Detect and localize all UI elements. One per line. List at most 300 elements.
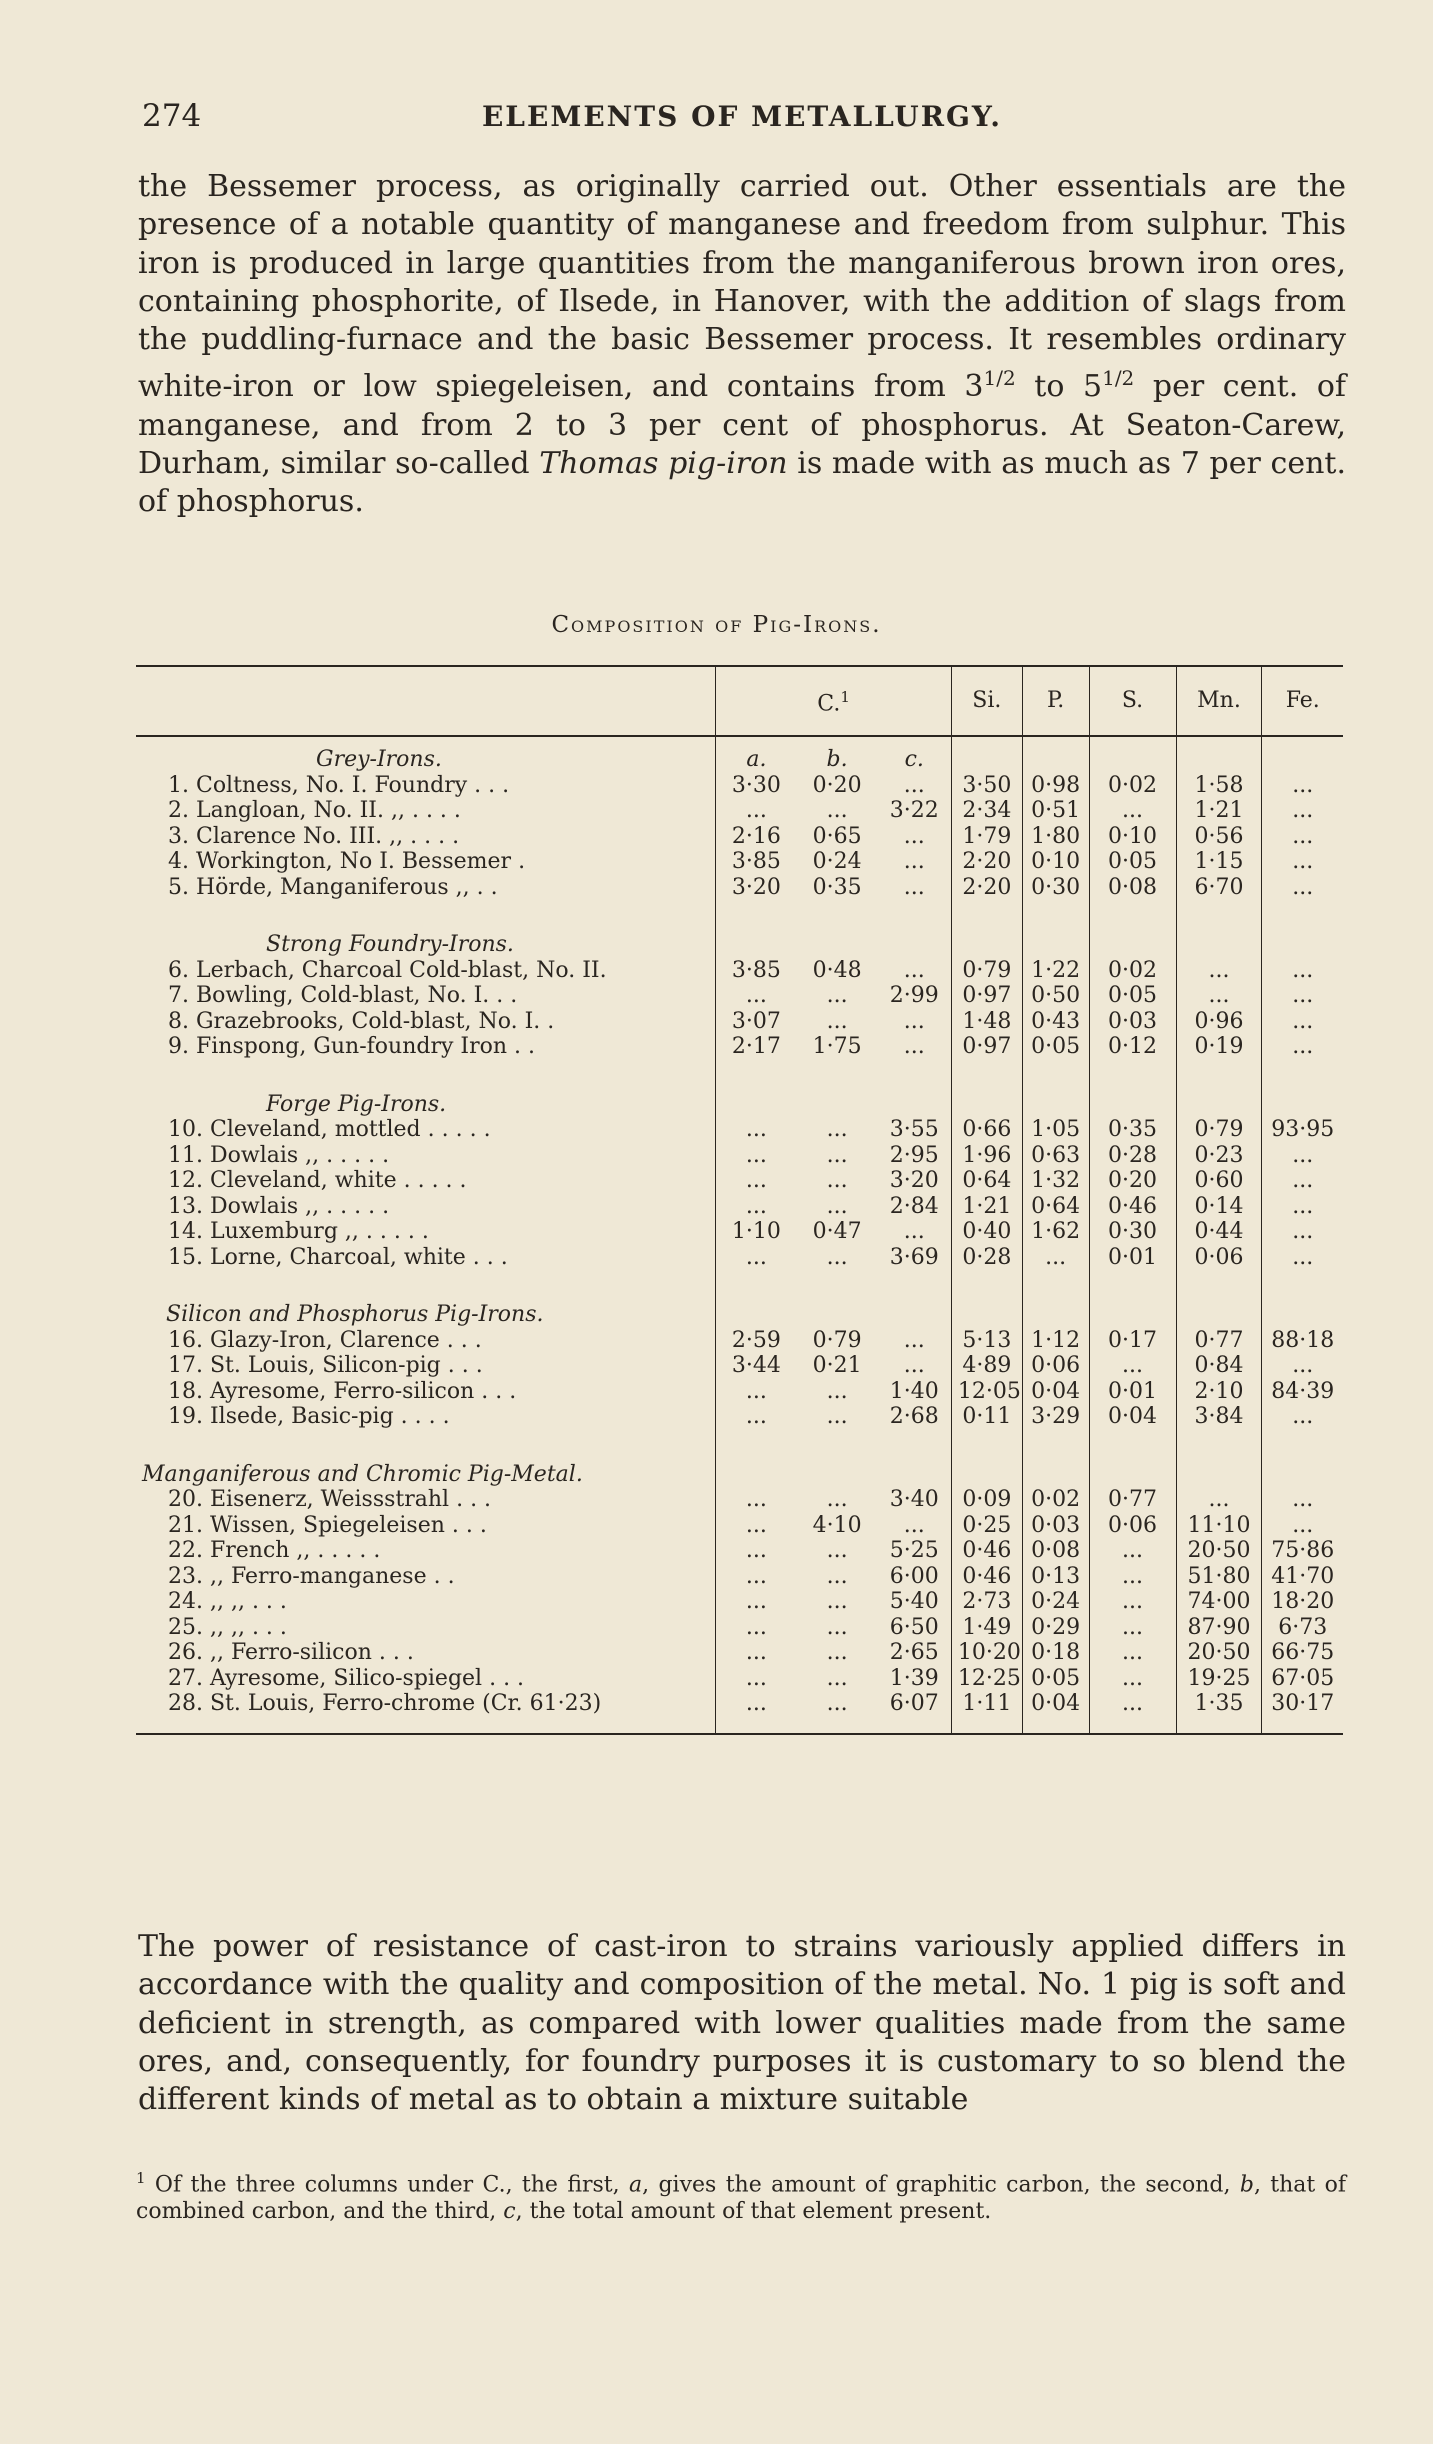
cell-p: 0·08 [1022,1538,1089,1564]
cell-mn: 0·79 [1176,1117,1262,1143]
cell-p: 0·04 [1022,1379,1089,1405]
cell-a: 2·17 [731,1034,781,1059]
table-row [136,1379,1343,1405]
gap-cell [1089,1430,1176,1452]
cell-fe: 75·86 [1271,1538,1335,1563]
spacer-cell [1176,1452,1262,1488]
cell-si: 0·25 [951,1513,1022,1539]
gap-cell [1176,1430,1262,1452]
spacer-cell [1089,736,1176,773]
cell-fe: ... [1292,874,1314,900]
row-label: 26. ,, Ferro-silicon . . . [136,1640,716,1666]
cell-a: 3·44 [731,1353,781,1378]
table-row [136,1538,1343,1564]
cell-b: ... [826,1487,848,1512]
gap-cell [1022,1430,1089,1452]
cell-p: 1·05 [1022,1117,1089,1143]
paragraph-text: to 5 [1015,369,1103,405]
cell-b: 0·47 [812,1219,862,1244]
table-row [136,849,1343,875]
cell-p: 1·80 [1022,824,1089,850]
cell-mn: 0·44 [1176,1219,1262,1245]
spacer-cell [1262,1452,1343,1488]
header-carbon: C.$^1$ [716,666,952,736]
gap-cell [136,1430,716,1452]
spacer-cell [951,922,1022,958]
paragraph-resistance: The power of resistance of cast-iron to strains variously applied differs in accordance with the quality and composition of the metal. No. 1 pig is soft and deficient in strength, as compared with lower qualities made from the same ores, and, consequently, for foundry purposes it is customary to so blend the different kinds of metal as to obtain a mixture suitable [138,1929,1346,2118]
table-row [136,1513,1343,1539]
spacer-cell [1262,1292,1343,1328]
footnote-marker: 1 [136,2169,146,2187]
cell-c: ... [878,824,952,850]
composition-table [136,665,1343,1735]
cell-si: 2·20 [951,849,1022,875]
spacer-cell [1022,1292,1089,1328]
cell-p: 0·43 [1022,1009,1089,1035]
cell-si: 12·25 [951,1666,1022,1692]
cell-si: 12·05 [951,1379,1022,1405]
row-label: 4. Workington, No I. Bessemer . [136,849,716,875]
header-si: Si. [951,666,1022,736]
cell-p: 1·62 [1022,1219,1089,1245]
table-row [136,875,1343,901]
spacer-cell [1176,736,1262,773]
gap-cell [1262,900,1343,922]
cell-s: 0·05 [1089,983,1176,1009]
spacer-cell [1022,1452,1089,1488]
cell-p: 0·51 [1022,798,1089,824]
cell-a: ... [745,1117,767,1142]
gap-cell [951,1270,1022,1292]
cell-fe: ... [1292,1219,1314,1244]
cell-si: 1·21 [951,1194,1022,1220]
cell-p: 3·29 [1022,1404,1089,1430]
section-title-row [136,1452,1343,1488]
cell-p: 0·04 [1022,1691,1089,1734]
cell-a: ... [745,1589,767,1614]
gap-cell [951,1430,1022,1452]
cell-mn: 0·56 [1176,824,1262,850]
cell-si: 0·09 [951,1487,1022,1513]
gap-cell [797,1270,878,1292]
cell-a: ... [745,1404,767,1429]
cell-mn: 0·60 [1176,1168,1262,1194]
cell-p: 0·30 [1022,875,1089,901]
cell-si: 0·40 [951,1219,1022,1245]
section-title: Strong Foundry-Irons. [136,922,716,958]
cell-c: ... [878,958,952,984]
row-label: 12. Cleveland, white . . . . . [136,1168,716,1194]
cell-mn: 1·58 [1176,773,1262,799]
cell-b: ... [826,1614,848,1640]
cell-fe: ... [1292,1353,1314,1378]
cell-b: 1·75 [812,1034,862,1059]
header-s: S. [1089,666,1176,736]
gap-cell [1176,900,1262,922]
subheader-b: b. [826,747,848,772]
table-row [136,983,1343,1009]
cell-b: ... [826,1665,848,1691]
cell-c: ... [878,1009,952,1035]
cell-mn: 1·15 [1176,849,1262,875]
cell-fe: 18·20 [1271,1589,1335,1614]
table-row [136,1353,1343,1379]
gap-cell [1176,1060,1262,1082]
cell-c: 5·25 [878,1538,952,1564]
cell-s: 0·20 [1089,1168,1176,1194]
cell-b: ... [826,1404,848,1429]
cell-b: ... [826,1117,848,1142]
cell-c: ... [878,1353,952,1379]
gap-cell [797,1430,878,1452]
spacer-cell [1022,922,1089,958]
cell-a: ... [745,1640,767,1665]
cell-a: 3·85 [731,849,781,874]
row-label: 18. Ayresome, Ferro-silicon . . . [136,1379,716,1405]
spacer-cell [716,922,797,958]
cell-b: ... [826,1378,848,1404]
cell-a: ... [745,1378,767,1404]
fraction-half: 1/2 [983,366,1016,391]
table-row [136,773,1343,799]
spacer-cell [797,1452,878,1488]
cell-si: 1·79 [951,824,1022,850]
spacer-cell [1089,1292,1176,1328]
row-label: 15. Lorne, Charcoal, white . . . [136,1245,716,1271]
cell-b: 0·20 [812,772,862,798]
table-row [136,958,1343,984]
section-gap [136,1430,1343,1452]
cell-si: 0·66 [951,1117,1022,1143]
cell-si: 3·50 [951,773,1022,799]
cell-b: ... [826,1193,848,1219]
cell-fe: ... [1292,1142,1314,1168]
cell-a: 3·07 [731,1008,781,1034]
cell-fe: ... [1292,1193,1314,1219]
row-label: 27. Ayresome, Silico-spiegel . . . [136,1666,716,1692]
cell-p: 1·32 [1022,1168,1089,1194]
running-title: ELEMENTS OF METALLURGY. [481,100,1003,133]
cell-si: 0·46 [951,1538,1022,1564]
table-row [136,1666,1343,1692]
cell-si: 5·13 [951,1328,1022,1354]
header-p: P. [1022,666,1089,736]
cell-fe: 88·18 [1271,1327,1335,1353]
cell-si: 0·97 [951,983,1022,1009]
cell-c: ... [878,875,952,901]
row-label: 14. Luxemburg ,, . . . . . [136,1219,716,1245]
cell-si: 4·89 [951,1353,1022,1379]
cell-mn: 0·23 [1176,1143,1262,1169]
table-row [136,1640,1343,1666]
section-title-row [136,1292,1343,1328]
cell-p: 0·05 [1022,1666,1089,1692]
row-label: 20. Eisenerz, Weissstrahl . . . [136,1487,716,1513]
cell-b: ... [826,798,848,823]
gap-cell [1262,1270,1343,1292]
gap-cell [797,900,878,922]
cell-fe: 6·73 [1278,1614,1328,1640]
gap-cell [716,1430,797,1452]
cell-s: ... [1089,1538,1176,1564]
cell-c: ... [878,1513,952,1539]
cell-fe: 66·75 [1271,1640,1335,1665]
cell-c: 6·00 [878,1564,952,1590]
cell-fe: ... [1292,1404,1314,1429]
footnote: $^1$ Of the three columns under C., the first, a, gives the amount of graphitic carbon, the second, b, that of combined carbon, and the third, c, the total amount of that element present. [136,2169,1347,2225]
table-header-row [136,666,1343,736]
cell-a: ... [745,1563,767,1589]
cell-b: 0·24 [812,849,862,874]
row-label: 19. Ilsede, Basic-pig . . . . [136,1404,716,1430]
cell-s: 0·46 [1089,1194,1176,1220]
spacer-cell [951,1452,1022,1488]
cell-si: 1·11 [951,1691,1022,1734]
cell-mn: 51·80 [1176,1564,1262,1590]
row-label: 5. Hörde, Manganiferous ,, . . [136,875,716,901]
cell-si: 10·20 [951,1640,1022,1666]
row-label: 2. Langloan, No. II. ,, . . . . [136,798,716,824]
cell-p: 0·10 [1022,849,1089,875]
cell-mn: 0·84 [1176,1353,1262,1379]
spacer-cell [1176,1082,1262,1118]
cell-fe: ... [1292,798,1314,823]
row-label: 25. ,, ,, . . . [136,1615,716,1641]
cell-p: 0·05 [1022,1034,1089,1060]
section-title: Silicon and Phosphorus Pig-Irons. [136,1292,716,1328]
spacer-cell [878,1292,952,1328]
spacer-cell [878,922,952,958]
cell-mn: 3·84 [1176,1404,1262,1430]
cell-a: 3·30 [731,772,781,798]
section-title-row [136,922,1343,958]
cell-p: 0·24 [1022,1589,1089,1615]
cell-b: 0·65 [812,823,862,849]
spacer-cell [1022,736,1089,773]
subheader-a: a. [746,747,767,772]
cell-mn: 20·50 [1176,1538,1262,1564]
cell-s: 0·03 [1089,1009,1176,1035]
cell-p: 0·18 [1022,1640,1089,1666]
table-row [136,1034,1343,1060]
gap-cell [1262,1430,1343,1452]
table-row [136,1143,1343,1169]
table-row [136,1691,1343,1734]
gap-cell [878,1270,952,1292]
cell-mn: 0·06 [1176,1245,1262,1271]
row-label: 7. Bowling, Cold-blast, No. I. . . [136,983,716,1009]
row-label: 22. French ,, . . . . . [136,1538,716,1564]
cell-c: 3·40 [878,1487,952,1513]
cell-c: 6·07 [878,1691,952,1734]
cell-c: ... [878,1328,952,1354]
cell-c: 1·39 [878,1666,952,1692]
table-row [136,1245,1343,1271]
spacer-cell [1176,922,1262,958]
spacer-cell [951,1292,1022,1328]
cell-c: ... [878,773,952,799]
gap-cell [1089,1060,1176,1082]
cell-a: ... [745,983,767,1008]
cell-s: 0·30 [1089,1219,1176,1245]
spacer-cell [797,922,878,958]
cell-mn: 1·21 [1176,798,1262,824]
cell-c: 2·65 [878,1640,952,1666]
cell-c: 6·50 [878,1615,952,1641]
gap-cell [1089,900,1176,922]
cell-fe: ... [1292,957,1314,983]
cell-mn: 6·70 [1176,875,1262,901]
spacer-cell [1262,922,1343,958]
gap-cell [878,900,952,922]
cell-b: ... [826,1640,848,1665]
cell-s: 0·06 [1089,1513,1176,1539]
cell-b: 4·10 [812,1512,862,1538]
cell-c: 2·95 [878,1143,952,1169]
cell-s: ... [1089,1589,1176,1615]
gap-cell [716,1270,797,1292]
table-row [136,1564,1343,1590]
gap-cell [951,900,1022,922]
cell-si: 0·97 [951,1034,1022,1060]
cell-fe: 84·39 [1271,1378,1335,1404]
cell-s: 0·02 [1089,773,1176,799]
cell-mn: ... [1176,1487,1262,1513]
section-title-row [136,736,1343,773]
table-row [136,1219,1343,1245]
cell-s: 0·28 [1089,1143,1176,1169]
cell-si: 0·28 [951,1245,1022,1271]
gap-cell [1022,1270,1089,1292]
cell-s: 0·05 [1089,849,1176,875]
section-title: Manganiferous and Chromic Pig-Metal. [136,1452,716,1488]
header-name [136,666,716,736]
cell-a: ... [745,1487,767,1512]
cell-b: 0·21 [812,1353,862,1378]
gap-cell [951,1060,1022,1082]
gap-cell [136,900,716,922]
cell-c: 2·99 [878,983,952,1009]
cell-b: 0·48 [812,957,862,983]
table-row [136,1404,1343,1430]
cell-a: 3·20 [731,874,781,900]
cell-fe: ... [1292,1487,1314,1512]
cell-b: ... [826,1008,848,1034]
cell-p: 0·02 [1022,1487,1089,1513]
cell-fe: 93·95 [1271,1117,1335,1142]
cell-b: ... [797,1691,878,1734]
cell-c: ... [878,1219,952,1245]
cell-b: 0·79 [812,1327,862,1353]
row-label: 13. Dowlais ,, . . . . . [136,1194,716,1220]
table-row [136,1117,1343,1143]
row-label: 1. Coltness, No. I. Foundry . . . [136,773,716,799]
cell-mn: 1·35 [1176,1691,1262,1734]
spacer-cell [716,1082,797,1118]
cell-s: 0·08 [1089,875,1176,901]
cell-si: 1·48 [951,1009,1022,1035]
spacer-cell [1176,1292,1262,1328]
cell-s: 0·10 [1089,824,1176,850]
gap-cell [136,1060,716,1082]
cell-b: ... [826,1168,848,1193]
cell-si: 0·11 [951,1404,1022,1430]
cell-p: 0·98 [1022,773,1089,799]
cell-s: 0·77 [1089,1487,1176,1513]
cell-p: ... [1022,1245,1089,1271]
paragraph-text: is made with as much as 7 per cent. of phosphorus. [138,446,1346,520]
cell-c: ... [878,849,952,875]
table-caption: Composition of Pig-Irons. [551,612,882,638]
row-label: 16. Glazy-Iron, Clarence . . . [136,1328,716,1354]
section-gap [136,900,1343,922]
cell-a: ... [716,1691,797,1734]
cell-p: 1·22 [1022,958,1089,984]
spacer-cell [1089,1082,1176,1118]
spacer-cell [797,1082,878,1118]
paragraph-text: per cent. of manganese, and from 2 to 3 per cent of phosphorus. At Seaton-Carew, Durham, similar so-called [138,369,1346,482]
cell-s: 0·01 [1089,1379,1176,1405]
table-row [136,1589,1343,1615]
cell-mn: 0·14 [1176,1194,1262,1220]
section-title-row [136,1082,1343,1118]
cell-s: 0·01 [1089,1245,1176,1271]
gap-cell [136,1270,716,1292]
cell-c: 3·22 [878,798,952,824]
cell-fe: ... [1292,1008,1314,1034]
table-row [136,798,1343,824]
cell-si: 2·34 [951,798,1022,824]
cell-mn: ... [1176,983,1262,1009]
row-label: 8. Grazebrooks, Cold-blast, No. I. . [136,1009,716,1035]
cell-b: ... [826,1142,848,1168]
spacer-cell [797,1292,878,1328]
cell-b: ... [826,1244,848,1270]
spacer-cell [1262,736,1343,773]
gap-cell [716,1060,797,1082]
cell-si: 0·79 [951,958,1022,984]
row-label: 11. Dowlais ,, . . . . . [136,1143,716,1169]
cell-a: ... [745,1614,767,1640]
spacer-cell [716,1292,797,1328]
cell-mn: 2·10 [1176,1379,1262,1405]
cell-c: 3·20 [878,1168,952,1194]
fraction-half: 1/2 [1102,366,1135,391]
gap-cell [1022,900,1089,922]
gap-cell [797,1060,878,1082]
gap-cell [716,900,797,922]
cell-s: ... [1089,1691,1176,1734]
cell-c: ... [878,1034,952,1060]
page-number: 274 [142,98,202,134]
subheader-c: c. [878,736,952,773]
cell-s: 0·04 [1089,1404,1176,1430]
cell-b: ... [826,1589,848,1614]
cell-s: ... [1089,1666,1176,1692]
cell-p: 0·13 [1022,1564,1089,1590]
spacer-cell [1022,1082,1089,1118]
cell-fe: ... [1292,823,1314,849]
cell-p: 1·12 [1022,1328,1089,1354]
cell-s: 0·17 [1089,1328,1176,1354]
cell-fe: ... [1292,1168,1314,1193]
cell-b: ... [826,1563,848,1589]
cell-p: 0·63 [1022,1143,1089,1169]
cell-si: 1·49 [951,1615,1022,1641]
row-label: 24. ,, ,, . . . [136,1589,716,1615]
cell-s: ... [1089,1615,1176,1641]
cell-b: ... [826,1538,848,1563]
